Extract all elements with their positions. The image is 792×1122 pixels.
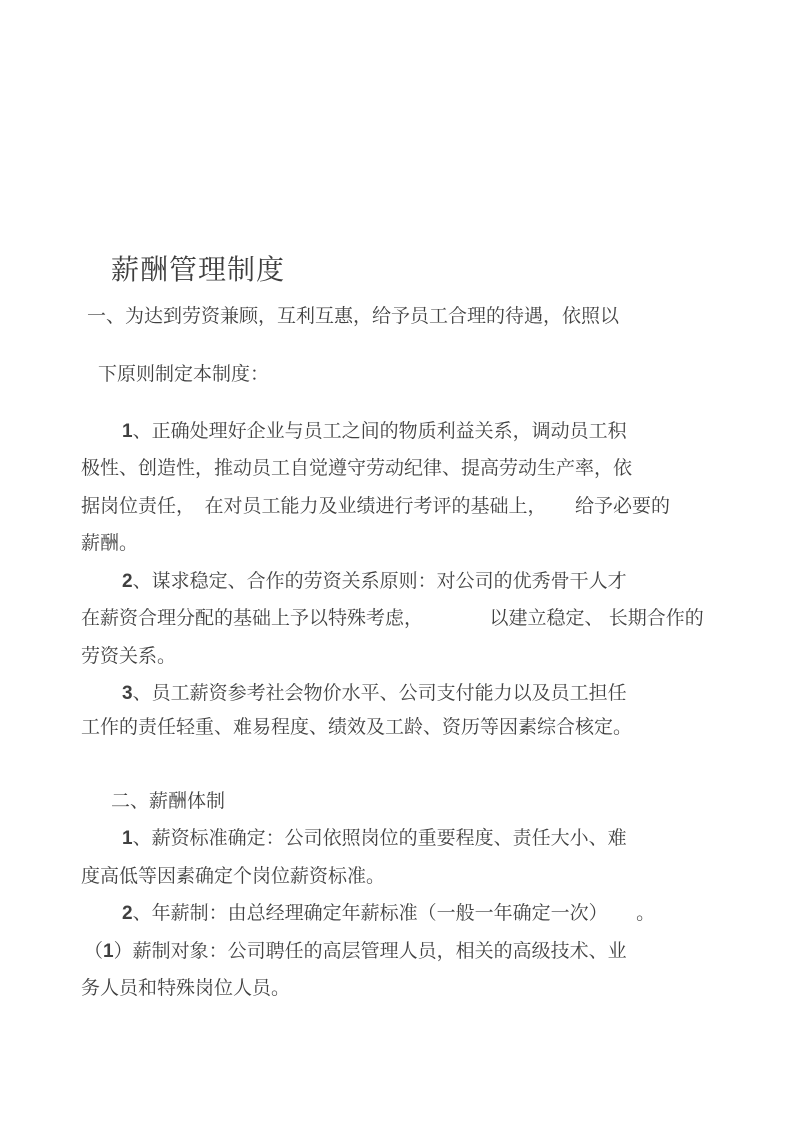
list-item-line — [122, 571, 627, 593]
list-item-line — [84, 941, 627, 963]
list-number: 1 — [122, 828, 133, 849]
text-line — [98, 364, 269, 386]
list-item-line — [122, 683, 627, 705]
list-item-line — [122, 828, 627, 850]
line-text: 薪酬。 — [81, 533, 139, 554]
list-item-line — [122, 903, 655, 925]
list-number: 2 — [122, 903, 133, 924]
text-line — [81, 717, 632, 739]
line-text: 、年薪制：由总经理确定年薪标准（一般一年确定一次） 。 — [132, 903, 656, 924]
text-line — [81, 496, 670, 518]
line-text: 据岗位责任， 在对员工能力及业绩进行考评的基础上， 给予必要的 — [81, 496, 671, 517]
list-item-line — [122, 421, 627, 443]
line-text: 度高低等因素确定个岗位薪资标准。 — [81, 866, 386, 887]
line-text: 工作的责任轻重、难易程度、绩效及工龄、资历等因素综合核定。 — [81, 717, 633, 738]
list-number: 2 — [122, 571, 133, 592]
list-number: 1 — [103, 941, 114, 962]
line-text: 务人员和特殊岗位人员。 — [81, 978, 291, 999]
line-text: 、薪资标准确定：公司依照岗位的重要程度、责任大小、难 — [132, 828, 627, 849]
open-paren: （ — [84, 941, 104, 962]
line-text: 劳资关系。 — [81, 646, 177, 667]
text-line — [87, 306, 619, 328]
line-text: 下原则制定本制度： — [98, 364, 270, 385]
text-line — [81, 866, 385, 888]
text-line — [81, 533, 138, 555]
line-text: 、员工薪资参考社会物价水平、公司支付能力以及员工担任 — [132, 683, 627, 704]
list-number: 1 — [122, 421, 133, 442]
list-number: 3 — [122, 683, 133, 704]
text-line — [81, 646, 176, 668]
line-text: 、谋求稳定、合作的劳资关系原则：对公司的优秀骨干人才 — [132, 571, 627, 592]
line-text: 二、薪酬体制 — [111, 791, 226, 812]
line-text: ）薪制对象：公司聘任的高层管理人员，相关的高级技术、业 — [113, 941, 627, 962]
section-heading — [111, 791, 225, 813]
line-text: 、正确处理好企业与员工之间的物质利益关系，调动员工积 — [132, 421, 627, 442]
line-text: 在薪资合理分配的基础上予以特殊考虑， 以建立稳定、 长期合作的 — [81, 608, 704, 629]
line-text: 极性、创造性，推动员工自觉遵守劳动纪律、提高劳动生产率，依 — [81, 458, 633, 479]
text-line — [81, 608, 704, 630]
document-title: 薪酬管理制度 — [111, 254, 286, 285]
text-line — [81, 458, 632, 480]
line-text: 一、为达到劳资兼顾，互利互惠，给予员工合理的待遇，依照以 — [87, 306, 620, 327]
text-line — [81, 978, 290, 1000]
